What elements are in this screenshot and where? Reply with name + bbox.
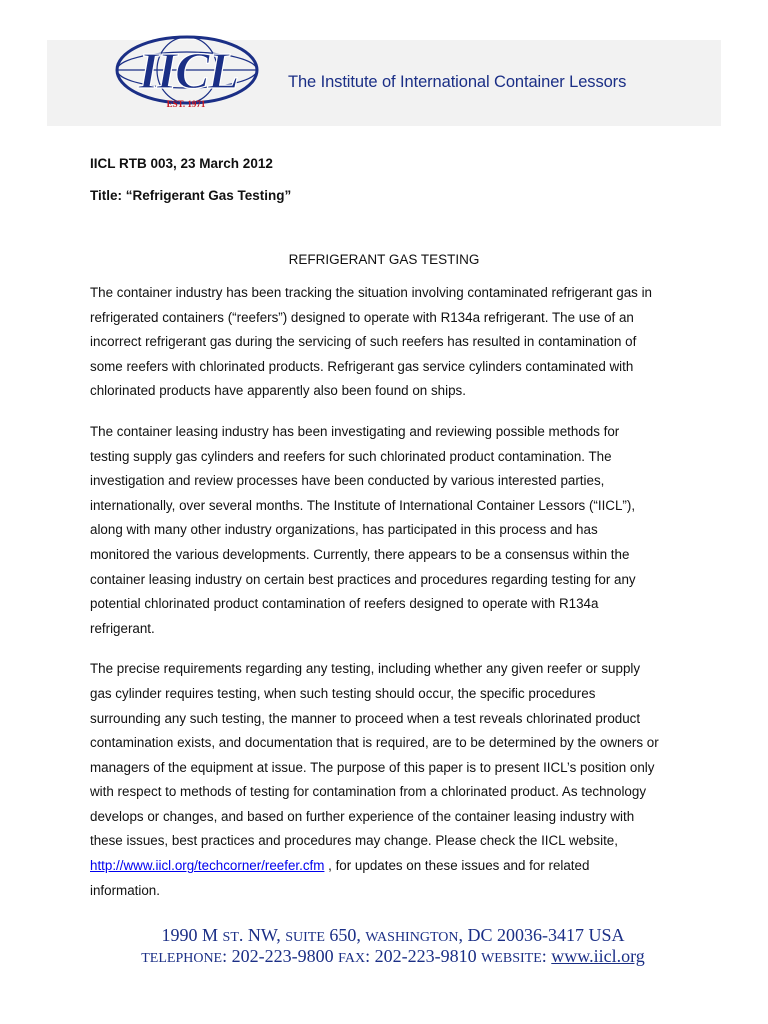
text-line: investigation and review processes have been conducted by various interested parties, (90, 473, 605, 489)
link-trailing-text: , for updates on these issues and for related (324, 858, 590, 874)
telephone-label: TELEPHONE (141, 951, 223, 966)
section-heading: REFRIGERANT GAS TESTING (288, 252, 480, 267)
paragraph-2 (90, 420, 690, 641)
footer-address: 1990 M ST. NW, SUITE 650, WASHINGTON, DC 20036-3417 USA (161, 925, 625, 945)
text-line: potential chlorinated product contamination of reefers designed to operate with R134a (90, 596, 599, 612)
text-line: information. (90, 882, 160, 898)
text-line: The container leasing industry has been investigating and reviewing possible methods for (90, 423, 620, 439)
text-line (90, 854, 690, 879)
text-line: some reefers with chlorinated products. Refrigerant gas service cylinders contaminated with (90, 358, 634, 374)
text-line: managers of the equipment at issue. The purpose of this paper is to present IICL’s position only (90, 759, 655, 775)
text-line: internationally, over several months. The Institute of International Container Lessors (“IICL”), (90, 497, 636, 513)
text-line: container leasing industry on certain best practices and procedures regarding testing for any (90, 571, 636, 587)
text-line: these issues, best practices and procedures may change. Please check the IICL website, (90, 833, 618, 849)
text-line: develops or changes, and based on further experience of the container leasing industry with (90, 808, 635, 824)
text-line: chlorinated products have apparently also been found on ships. (90, 383, 466, 399)
website-label: WEBSITE (481, 951, 542, 966)
fax-label: FAX (338, 951, 366, 966)
telephone-value: : 202-223-9800 (222, 946, 339, 966)
iicl-logo (104, 12, 266, 112)
text-line: surrounding any such testing, the manner to proceed when a test reveals chlorinated product (90, 710, 641, 726)
paragraph-3 (90, 657, 690, 903)
text-line: The precise requirements regarding any testing, including whether any given reefer or supply (90, 661, 641, 677)
text-line: incorrect refrigerant gas during the servicing of such reefers has resulted in contamination of (90, 334, 637, 350)
text-line: gas cylinder requires testing, when such testing should occur, the specific procedures (90, 685, 596, 701)
org-name: The Institute of International Container Lessors (288, 73, 627, 91)
text-line: along with many other industry organizations, has participated in this process and has (90, 522, 598, 538)
text-line: refrigerated containers (“reefers”) designed to operate with R134a refrigerant. The use of an (90, 309, 634, 325)
paragraph-1 (90, 281, 690, 404)
text-line: testing supply gas cylinders and reefers for such chlorinated product contamination. The (90, 448, 612, 464)
document-body (90, 281, 690, 919)
est-text: EST. 1971 (166, 99, 206, 109)
footer-contact: TELEPHONE: 202-223-9800 FAX: 202-223-9810 WEBSITE: www.iicl.org (141, 946, 645, 966)
text-line: monitored the various developments. Currently, there appears to be a consensus within the (90, 546, 630, 562)
logo-text: IICL (138, 43, 238, 100)
website-link[interactable]: www.iicl.org (551, 946, 645, 966)
text-line: The container industry has been tracking the situation involving contaminated refrigerant gas in (90, 285, 652, 300)
fax-value: : 202-223-9810 (365, 946, 482, 966)
text-line: contamination exists, and documentation that is required, are to be determined by the owners or (90, 735, 659, 751)
text-line: with respect to methods of testing for contamination from a chlorinated product. As technology (90, 784, 647, 800)
text-line: refrigerant. (90, 620, 155, 636)
document-title: Title: “Refrigerant Gas Testing” (90, 188, 292, 203)
document-reference: IICL RTB 003, 23 March 2012 (90, 156, 273, 171)
reefer-techcorner-link[interactable]: http://www.iicl.org/techcorner/reefer.cfm (90, 858, 325, 874)
